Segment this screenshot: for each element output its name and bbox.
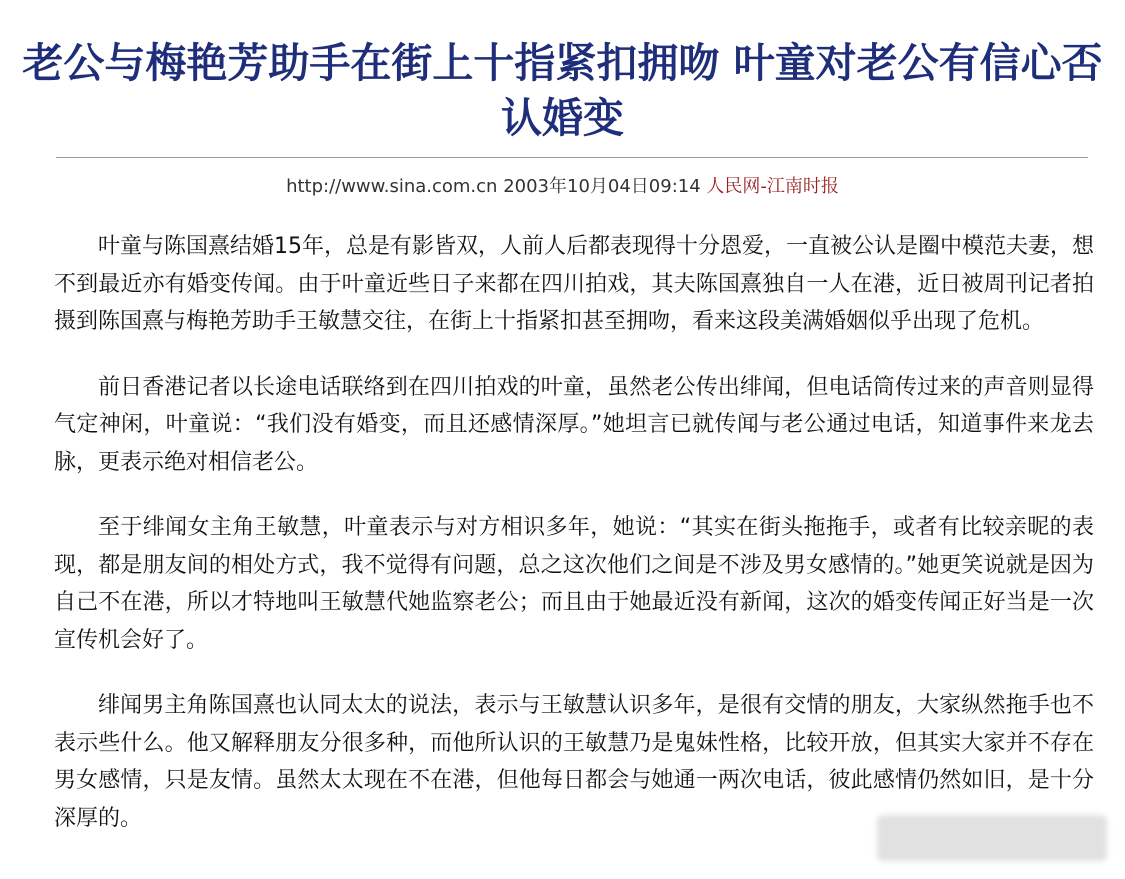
- blurred-watermark: [877, 815, 1107, 861]
- article-meta: [0, 172, 1125, 202]
- article-body: [54, 228, 1094, 865]
- article-url: http://www.sina.com.cn: [286, 176, 498, 197]
- article-paragraph: 至于绯闻女主角王敏慧，叶童表示与对方相识多年，她说：“其实在街头拖拖手，或者有比较亲昵的表现，都是朋友间的相处方式，我不觉得有问题，总之这次他们之间是不涉及男女感情的。”她更笑说就是因为自己不在港，所以才特地叫王敏慧代她监察老公；而且由于她最近没有新闻，这次的婚变传闻正好当是一次宣传机会好了。: [54, 515, 1094, 653]
- article-paragraph: 绯闻男主角陈国熹也认同太太的说法，表示与王敏慧认识多年，是很有交情的朋友，大家纵然拖手也不表示些什么。他又解释朋友分很多种，而他所认识的王敏慧乃是鬼妹性格，比较开放，但其实大家并不存在男女感情，只是友情。虽然太太现在不在港，但他每日都会与她通一两次电话，彼此感情仍然如旧，是十分深厚的。: [54, 693, 1094, 831]
- article-paragraph: 叶童与陈国熹结婚15年，总是有影皆双，人前人后都表现得十分恩爱，一直被公认是圈中模范夫妻，想不到最近亦有婚变传闻。由于叶童近些日子来都在四川拍戏，其夫陈国熹独自一人在港，近日被周刊记者拍摄到陈国熹与梅艳芳助手王敏慧交往，在街上十指紧扣甚至拥吻，看来这段美满婚姻似乎出现了危机。: [54, 234, 1094, 334]
- article-source-link[interactable]: 人民网-江南时报: [706, 176, 839, 197]
- article-datetime: 2003年10月04日09:14: [503, 176, 701, 197]
- headline-divider: [56, 157, 1088, 158]
- article-headline: 老公与梅艳芳助手在街上十指紧扣拥吻 叶童对老公有信心否认婚变: [22, 39, 1103, 142]
- article-paragraph: 前日香港记者以长途电话联络到在四川拍戏的叶童，虽然老公传出绯闻，但电话筒传过来的声音则显得气定神闲，叶童说：“我们没有婚变，而且还感情深厚。”她坦言已就传闻与老公通过电话，知道事件来龙去脉，更表示绝对相信老公。: [54, 374, 1094, 475]
